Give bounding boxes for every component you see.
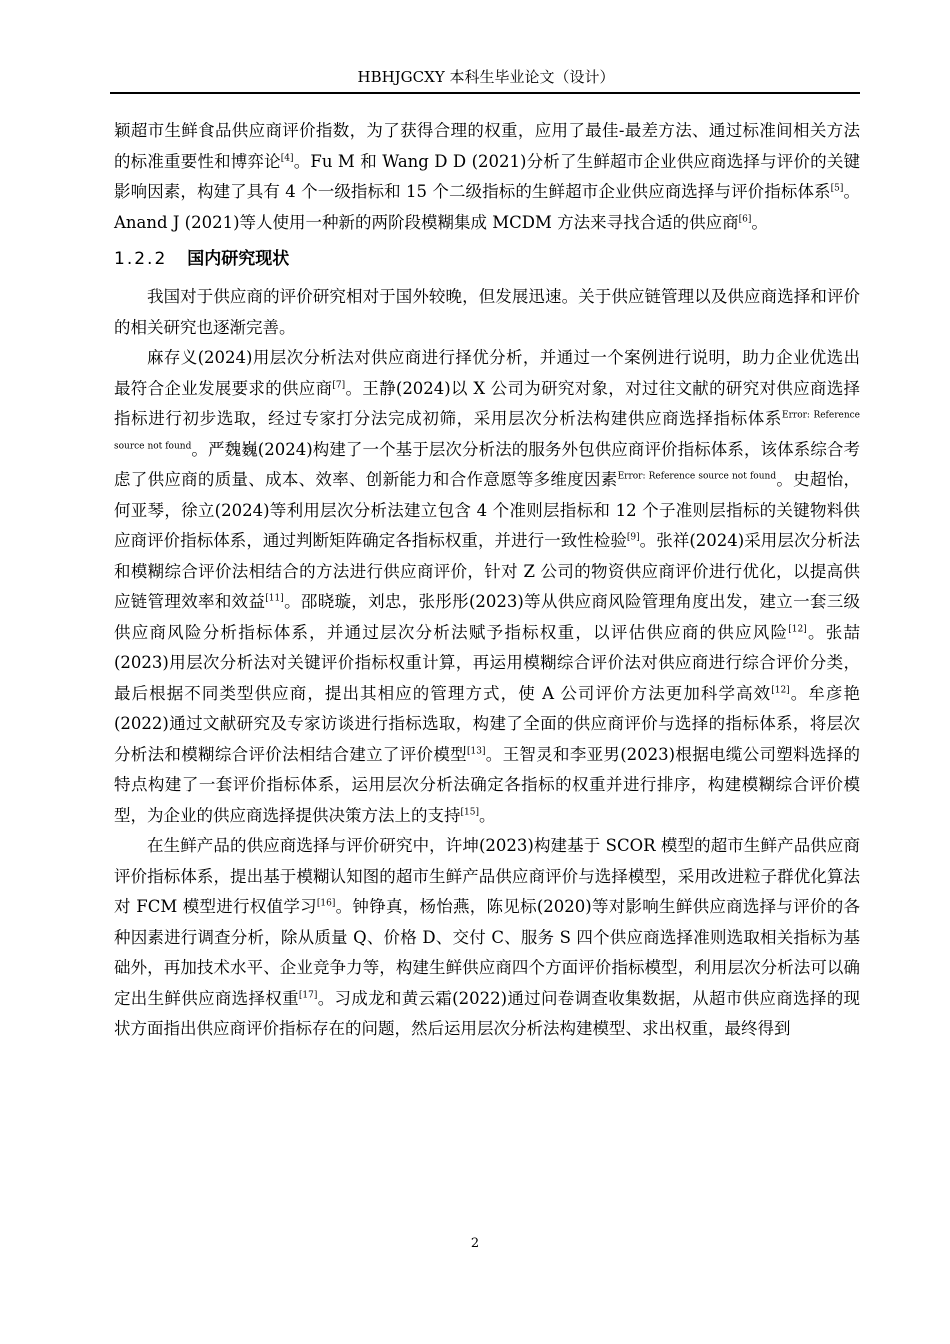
header-title: HBHJGCXY 本科生毕业论文（设计） [357, 68, 615, 86]
citation: [11] [265, 593, 284, 604]
citation: Error: Reference source not found [617, 471, 777, 482]
citation: [12] [771, 685, 790, 695]
text-run: 在生鲜产品的供应商选择与评价研究中，许坤(2023)构建基于 SCOR 模型的超市生鲜产品供应商评价指标体系，提出基于模糊认知图的超市生鲜产品供应商评价与选择模型，采用改进粒子群优化算法对 FCM 模型进行权值学习 [114, 836, 860, 916]
citation: [12] [788, 624, 807, 634]
page-number: 2 [470, 1236, 480, 1251]
citation: [6] [738, 214, 752, 224]
text-run: 。 [478, 805, 496, 825]
text-run: 。习成龙和黄云霜(2022)通过问卷调查收集数据，从超市供应商选择的现状方面指出供应商评价指标存在的问题，然后运用层次分析法构建模型、求出权重，最终得到 [114, 988, 861, 1038]
text-run: 。王智灵和李亚男(2023)根据电缆公司塑料选择的特点构建了一套评价指标体系，运用层次分析法确定各指标的权重并进行排序，构建模糊综合评价模型，为企业的供应商选择提供决策方法上的支持 [114, 744, 861, 825]
paragraph-group-intro [114, 116, 860, 238]
citation: [4] [280, 153, 294, 163]
text-run: 颖超市生鲜食品供应商评价指数，为了获得合理的权重，应用了最佳-最差方法、通过标准间相关方法的标准重要性和博弈论 [114, 121, 860, 171]
text-run: 。张祥(2024)采用层次分析法和模糊综合评价法相结合的方法进行供应商评价，针对 Z 公司的物资供应商评价进行优化，以提高供应链管理效率和效益 [114, 531, 860, 611]
paragraph [114, 282, 860, 343]
text-run: 。邵晓璇，刘忠，张彤彤(2023)等从供应商风险管理角度出发，建立一套三级供应商风险分析指标体系，并通过层次分析法赋予指标权重，以评估供应商的供应风险 [114, 592, 860, 642]
citation: [9] [626, 532, 640, 543]
text-run: 麻存义(2024)用层次分析法对供应商进行择优分析，并通过一个案例进行说明，助力企业优选出最符合企业发展要求的供应商 [114, 348, 860, 398]
citation: [13] [466, 746, 486, 756]
header-rule [110, 92, 860, 94]
section-title: 国内研究现状 [187, 249, 290, 269]
paragraph [114, 343, 860, 831]
text-run: 。牟彦艳(2022)通过文献研究及专家访谈进行指标选取，构建了全面的供应商评价与选择的指标体系，将层次分析法和模糊综合评价法相结合建立了评价模型 [114, 683, 860, 764]
text-run: 。王静(2024)以 X 公司为研究对象，对过往文献的研究对供应商选择指标进行初步选取，经过专家打分法完成初筛，采用层次分析法构建供应商选择指标体系 [114, 378, 861, 428]
text-run: 。张喆(2023)用层次分析法对关键评价指标权重计算，再运用模糊综合评价法对供应商进行综合评价分类，最后根据不同类型供应商，提出其相应的管理方式，使 A 公司评价方法更加科学高效 [114, 622, 861, 703]
text-run: 。严魏巍(2024)构建了一个基于层次分析法的服务外包供应商评价指标体系，该体系综合考虑了供应商的质量、成本、效率、创新能力和合作意愿等多维度因素 [114, 439, 860, 489]
section-number: 1.2.2 [114, 249, 168, 269]
citation: [15] [460, 807, 479, 817]
section-heading [114, 244, 860, 274]
text-run: 。 [751, 212, 768, 232]
text-run: 。Fu M 和 Wang D D (2021)分析了生鲜超市企业供应商选择与评价的关键影响因素，构建了具有 4 个一级指标和 15 个二级指标的生鲜超市企业供应商选择与评价指标体系 [114, 151, 860, 201]
text-run: 。史超怡，何亚琴，徐立(2024)等利用层次分析法建立包含 4 个准则层指标和 12 个子准则层指标的关键物料供应商评价指标体系，通过判断矩阵确定各指标权重，并进行一致性检验 [114, 470, 861, 550]
citation: Error: Reference source not found [114, 410, 860, 451]
text-run: 。Anand J (2021)等人使用一种新的两阶段模糊集成 MCDM 方法来寻找合适的供应商 [114, 182, 861, 232]
citation: [17] [298, 990, 318, 1000]
paragraph [114, 116, 860, 238]
citation: [5] [830, 183, 844, 194]
page-header [112, 66, 860, 88]
citation: [7] [332, 380, 346, 390]
text-run: 。钟铮真，杨怡燕，陈见标(2020)等对影响生鲜供应商选择与评价的各种因素进行调查分析，除从质量 Q、价格 D、交付 C、服务 S 四个供应商选择准则选取相关指标为基础外，再加技术水平、企业竞争力等，构建生鲜供应商四个方面评价指标模型，利用层次分析法可以确定出生鲜供应商选择权重 [114, 897, 860, 1008]
paragraph-group-domestic [114, 282, 860, 1045]
citation: [16] [316, 898, 336, 909]
body-text [114, 116, 860, 1045]
paragraph [114, 831, 860, 1045]
text-run: 我国对于供应商的评价研究相对于国外较晚，但发展迅速。关于供应链管理以及供应商选择和评价的相关研究也逐渐完善。 [114, 287, 860, 337]
